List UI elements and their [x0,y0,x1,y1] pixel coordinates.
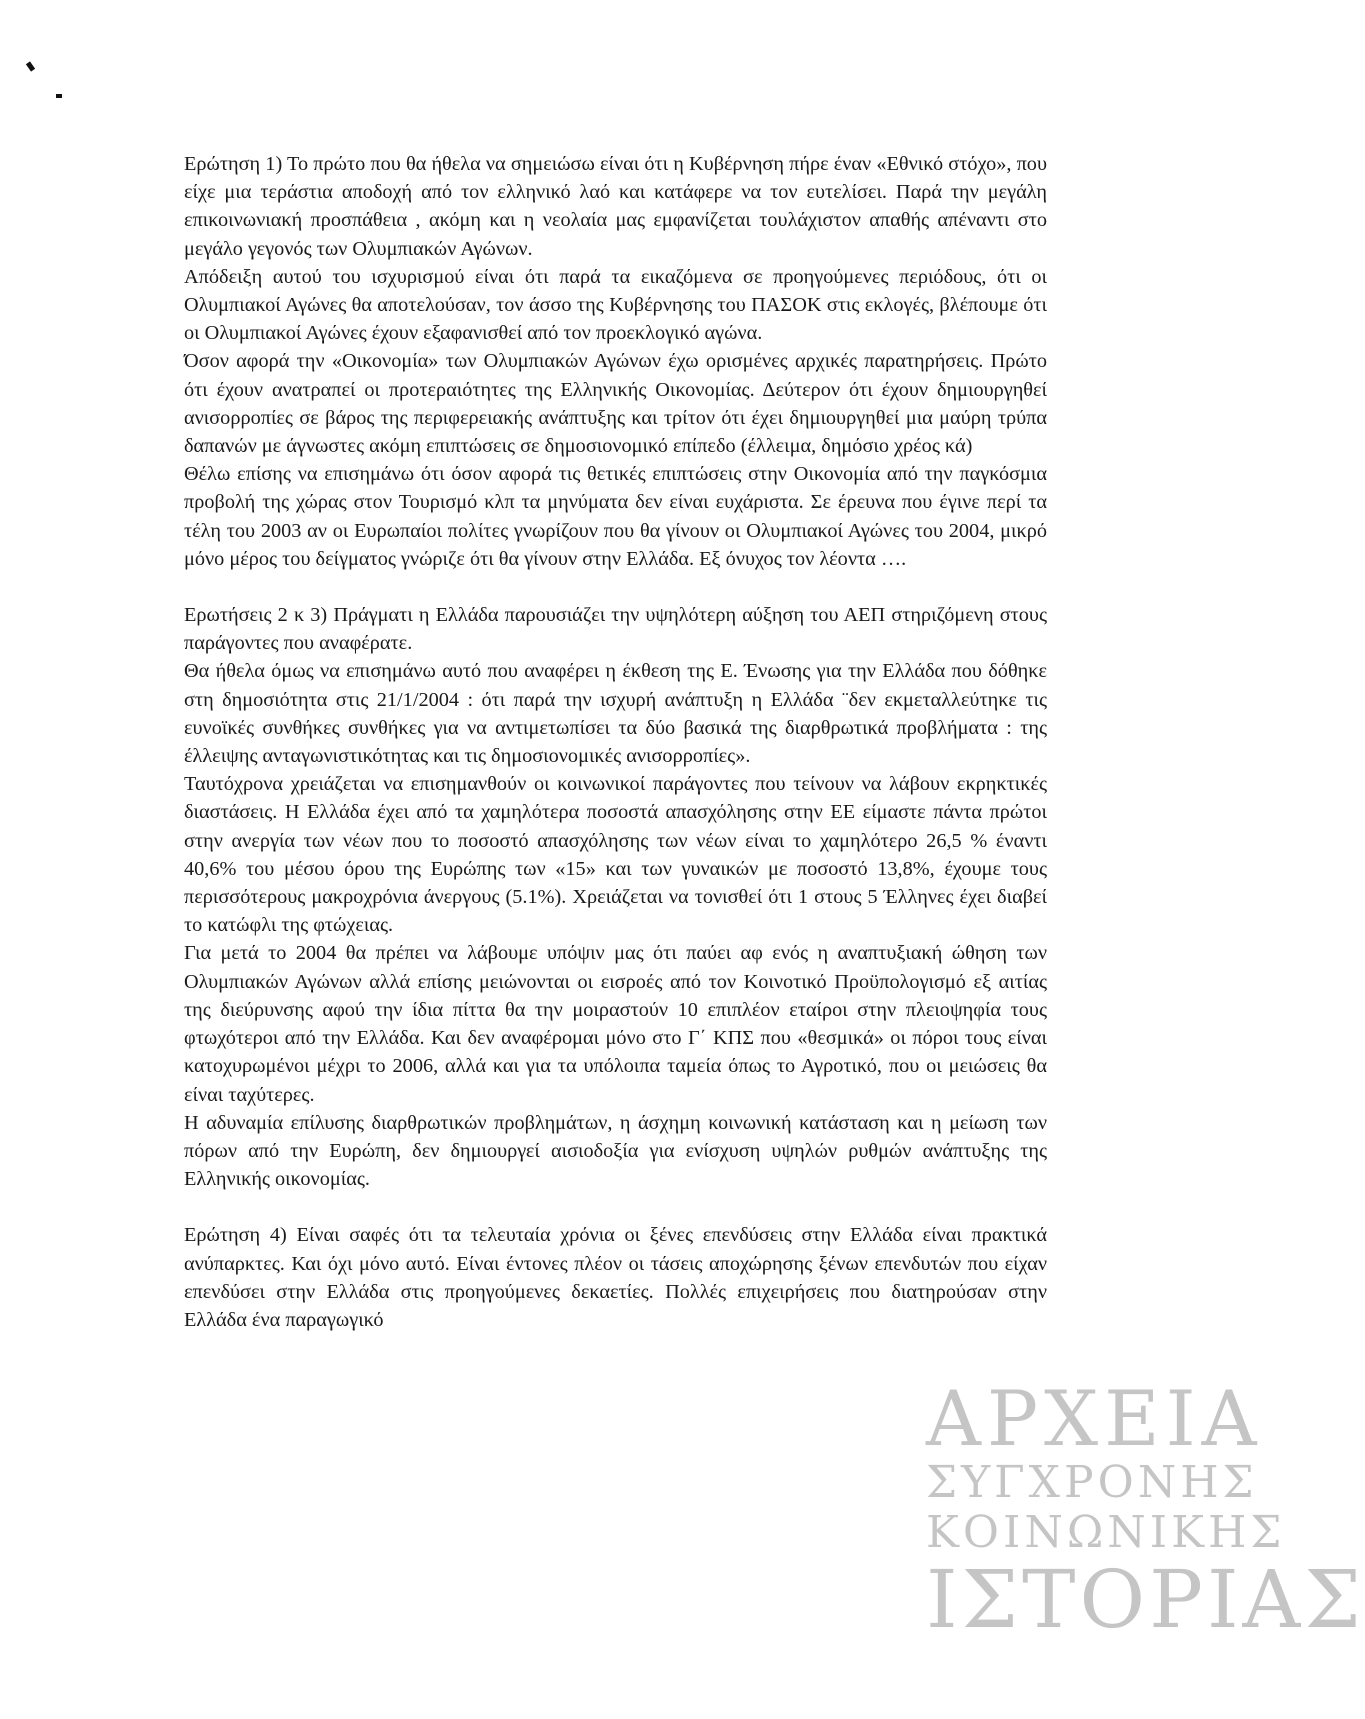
paragraph: Ταυτόχρονα χρειάζεται να επισημανθούν οι κοινωνικοί παράγοντες που τείνουν να λάβουν εκρηκτικές διαστάσεις. Η Ελλάδα έχει από τα χαμηλότερα ποσοστά απασχόλησης στην ΕΕ είμαστε πάντα πρώτοι στην ανεργία των νέων που το ποσοστό απασχόλησης των νέων είναι το χαμηλότερο 26,5 % έναντι 40,6% του μέσου όρου της Ευρώπης των «15» και των γυναικών με ποσοστό 13,8%, έχουμε τους περισσότερους μακροχρόνια άνεργους (5.1%). Χρειάζεται να τονισθεί ότι 1 στους 5 Έλληνες έχει διαβεί το κατώφλι της φτώχειας. [184,773,1047,937]
paragraph: Ερωτήσεις 2 κ 3) Πράγματι η Ελλάδα παρουσιάζει την υψηλότερη αύξηση του ΑΕΠ στηριζόμενη στους παράγοντες που αναφέρατε. [184,604,1047,655]
paragraph-gap [184,573,1047,601]
document-body [184,150,1047,1334]
paragraph-gap [184,1193,1047,1221]
paragraph: Η αδυναμία επίλυσης διαρθρωτικών προβλημάτων, η άσχημη κοινωνική κατάσταση και η μείωση των πόρων από την Ευρώπη, δεν δημιουργεί αισιοδοξία για ενίσχυση υψηλών ρυθμών ανάπτυξης της Ελληνικής οικονομίας. [184,1111,1047,1191]
paragraph: Για μετά το 2004 θα πρέπει να λάβουμε υπόψιν μας ότι παύει αφ ενός η αναπτυξιακή ώθηση των Ολυμπιακών Αγώνων αλλά επίσης μειώνονται οι εισροές από τον Κοινοτικό Προϋπολογισμό εξ αιτίας της διεύρυνσης αφού την ίδια πίττα θα την μοιραστούν 10 επιπλέον εταίροι στην πλειοψηφία τους φτωχότεροι από την Ελλάδα. Και δεν αναφέρομαι μόνο στο Γ΄ ΚΠΣ που «θεσμικά» οι πόροι τους είναι κατοχυρωμένοι μέχρι το 2006, αλλά και για τα υπόλοιπα ταμεία όπως το Αγροτικό, που οι μειώσεις θα είναι ταχύτερες. [184,942,1047,1106]
scan-mark [56,94,62,98]
stamp-line: ΣΥΓΧΡΟΝΗΣ [926,1457,1258,1508]
paragraph: Όσον αφορά την «Οικονομία» των Ολυμπιακών Αγώνων έχω ορισμένες αρχικές παρατηρήσεις. Πρώτο ότι έχουν ανατραπεί οι προτεραιότητες της Ελληνικής Οικονομίας. Δεύτερον ότι έχουν δημιουργηθεί ανισορροπίες σε βάρος της περιφερειακής ανάπτυξης και τρίτον ότι έχει δημιουργηθεί μια μαύρη τρύπα δαπανών με άγνωστες ακόμη επιπτώσεις σε δημοσιονομικό επίπεδο (έλλειμα, δημόσιο χρέος κά) [184,350,1047,458]
paragraph: Απόδειξη αυτού του ισχυρισμού είναι ότι παρά τα εικαζόμενα σε προηγούμενες περιόδους, ότι οι Ολυμπιακοί Αγώνες θα αποτελούσαν, τον άσσο της Κυβέρνησης του ΠΑΣΟΚ στις εκλογές, βλέπουμε ότι οι Ολυμπιακοί Αγώνες έχουν εξαφανισθεί από τον προεκλογικό αγώνα. [184,265,1047,345]
paragraph: Θα ήθελα όμως να επισημάνω αυτό που αναφέρει η έκθεση της Ε. Ένωσης για την Ελλάδα που δόθηκε στη δημοσιότητα στις 21/1/2004 : ότι παρά την ισχυρή ανάπτυξη η Ελλάδα ¨δεν εκμεταλλεύτηκε τις ευνοϊκές συνθήκες συνθήκες για να αντιμετωπίσει τα δύο βασικά της διαρθρωτικά προβλήματα : της έλλειψης ανταγωνιστικότητας και τις δημοσιονομικές ανισορροπίες». [184,660,1047,768]
scan-mark [26,61,35,71]
archive-watermark-stamp [926,1374,1365,1660]
paragraph: Ερώτηση 1) Το πρώτο που θα ήθελα να σημειώσω είναι ότι η Κυβέρνηση πήρε έναν «Εθνικό στόχο», που είχε μια τεράστια αποδοχή από τον ελληνικό λαό και κατάφερε να τον ευτελίσει. Παρά την μεγάλη επικοινωνιακή προσπάθεια , ακόμη και η νεολαία μας εμφανίζεται τουλάχιστον απαθής απέναντι στο μεγάλο γεγονός των Ολυμπιακών Αγώνων. [184,153,1047,260]
stamp-line: ΙΣΤΟΡΙΑΣ [926,1553,1365,1646]
paragraph: Ερώτηση 4) Είναι σαφές ότι τα τελευταία χρόνια οι ξένες επενδύσεις στην Ελλάδα είναι πρακτικά ανύπαρκτες. Και όχι μόνο αυτό. Είναι έντονες πλέον οι τάσεις αποχώρησης ξένων επενδυτών που είχαν επενδύσει στην Ελλάδα στις προηγούμενες δεκαετίες. Πολλές επιχειρήσεις που διατηρούσαν στην Ελλάδα ένα παραγωγικό [184,1224,1047,1331]
paragraph: Θέλω επίσης να επισημάνω ότι όσον αφορά τις θετικές επιπτώσεις στην Οικονομία από την παγκόσμια προβολή της χώρας στον Τουρισμό κλπ τα μηνύματα δεν είναι ευχάριστα. Σε έρευνα που έγινε περί τα τέλη του 2003 αν οι Ευρωπαίοι πολίτες γνωρίζουν που θα γίνουν οι Ολυμπιακοί Αγώνες του 2004, μικρό μόνο μέρος του δείγματος γνώριζε ότι θα γίνουν στην Ελλάδα. Εξ όνυχος τον λέοντα …. [184,463,1047,570]
stamp-line: ΑΡΧΕΙΑ [926,1374,1263,1463]
stamp-line: ΚΟΙΝΩΝΙΚΗΣ [926,1507,1286,1558]
